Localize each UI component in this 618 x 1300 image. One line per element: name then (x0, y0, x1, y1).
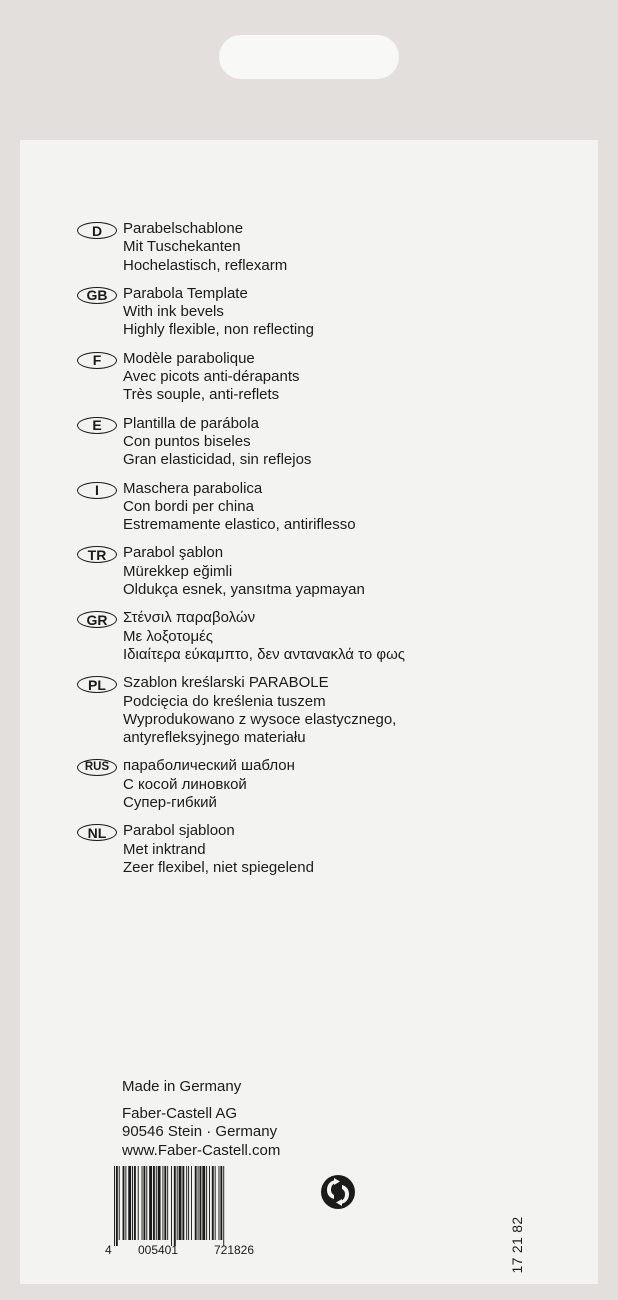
website-link[interactable]: www.Faber-Castell.com (122, 1141, 281, 1159)
barcode-bar (202, 1166, 205, 1240)
hang-hole (219, 35, 399, 79)
barcode-bar (198, 1166, 199, 1240)
barcode-bar (177, 1166, 178, 1240)
barcode-bar (138, 1166, 139, 1240)
country-badge: I (77, 482, 117, 499)
country-badge: TR (77, 546, 117, 563)
packaging-card (20, 140, 598, 1284)
green-dot-recycling-icon (320, 1174, 356, 1210)
product-name: Parabol sjabloon (123, 822, 235, 840)
barcode-bar (149, 1166, 152, 1240)
barcode-bar (167, 1166, 168, 1240)
product-property: Wyprodukowano z wysoce elastycznego, (123, 710, 397, 728)
product-feature: Con puntos biseles (123, 432, 251, 450)
barcode-bar (132, 1166, 133, 1240)
country-badge: E (77, 417, 117, 434)
product-name: Maschera parabolica (123, 479, 263, 497)
country-badge: F (77, 352, 117, 369)
barcode-bar (182, 1166, 184, 1240)
barcode-bar (114, 1166, 115, 1246)
barcode-bar (191, 1166, 192, 1240)
barcode-bar (195, 1166, 197, 1240)
product-property: Highly flexible, non reflecting (123, 321, 314, 339)
product-feature: Με λοξοτομές (123, 627, 214, 645)
product-property: Oldukça esnek, yansıtma yapmayan (123, 581, 365, 599)
barcode-bar (119, 1166, 120, 1240)
product-feature: Mit Tuschekanten (123, 238, 241, 256)
product-name: Szablon kreślarski PARABOLE (123, 674, 329, 692)
barcode-bar (116, 1166, 118, 1246)
product-property: Hochelastisch, reflexarm (123, 256, 288, 274)
barcode-bar (125, 1166, 126, 1240)
barcode-bar (215, 1166, 216, 1240)
barcode-bar (153, 1166, 155, 1240)
barcode-bar (164, 1166, 166, 1240)
product-property: Супер-гибкий (123, 794, 217, 812)
lang-block-d (77, 220, 587, 275)
lang-block-gb (77, 285, 587, 340)
product-name: параболический шаблон (123, 757, 295, 775)
barcode-bar (200, 1166, 202, 1240)
product-feature: Mürekkep eğimli (123, 562, 233, 580)
product-name: Modèle parabolique (123, 349, 255, 367)
lang-block-tr (77, 544, 587, 599)
product-feature: Met inktrand (123, 840, 206, 858)
barcode-bar (143, 1166, 145, 1240)
barcode-group-2: 721826 (213, 1243, 255, 1256)
barcode-bar (174, 1166, 176, 1246)
country-badge: D (77, 222, 117, 239)
language-list (77, 220, 587, 877)
country-badge: GB (77, 287, 117, 304)
barcode-bar (156, 1166, 157, 1240)
barcode (104, 1166, 274, 1256)
product-property: antyrefleksyjnego materiału (123, 729, 306, 747)
product-feature: Con bordi per china (123, 497, 254, 515)
lang-block-pl (77, 674, 587, 747)
barcode-bar (146, 1166, 147, 1240)
lang-block-e (77, 415, 587, 470)
product-property: Gran elasticidad, sin reflejos (123, 451, 312, 469)
manufacturer-address (122, 1105, 280, 1160)
article-number: 17 21 82 (509, 1216, 525, 1274)
barcode-bar (223, 1166, 224, 1246)
lang-block-f (77, 350, 587, 405)
product-name: Plantilla de parábola (123, 414, 259, 432)
lang-block-gr (77, 609, 587, 664)
barcode-bar (220, 1166, 222, 1240)
barcode-bar (158, 1166, 161, 1240)
product-name: Στένσιλ παραβολών (123, 609, 256, 627)
country-badge: PL (77, 676, 117, 693)
product-name: Parabol şablon (123, 544, 224, 562)
barcode-bar (186, 1166, 187, 1240)
product-feature: With ink bevels (123, 303, 224, 321)
product-property: Zeer flexibel, niet spiegelend (123, 858, 314, 876)
barcode-bar (162, 1166, 163, 1240)
product-feature: Avec picots anti-dérapants (123, 368, 300, 386)
product-name: Parabola Template (123, 284, 248, 302)
barcode-bar (134, 1166, 136, 1240)
barcode-bar (212, 1166, 214, 1240)
product-property: Très souple, anti-reflets (123, 386, 280, 404)
country-badge: NL (77, 824, 117, 841)
barcode-bar (128, 1166, 131, 1240)
lang-block-i (77, 480, 587, 535)
lang-block-nl (77, 822, 587, 877)
country-badge: RUS (77, 759, 117, 776)
product-property: Estremamente elastico, antiriflesso (123, 516, 356, 534)
barcode-bar (123, 1166, 125, 1240)
barcode-group-1: 005401 (137, 1243, 179, 1256)
product-feature: С косой линовкой (123, 775, 247, 793)
barcode-bar (209, 1166, 210, 1240)
street-address: 90546 Stein · Germany (122, 1123, 278, 1141)
product-property: Ιδιαίτερα εύκαμπτο, δεν αντανακλά το φως (123, 645, 406, 663)
made-in-label: Made in Germany (122, 1078, 242, 1095)
company-name: Faber-Castell AG (122, 1105, 238, 1122)
barcode-bar (219, 1166, 220, 1240)
barcode-bar (206, 1166, 207, 1240)
barcode-first-digit: 4 (105, 1243, 112, 1256)
barcode-bar (142, 1166, 143, 1240)
barcode-bar (188, 1166, 189, 1240)
barcode-bar (171, 1166, 172, 1246)
product-feature: Podcięcia do kreślenia tuszem (123, 692, 326, 710)
country-badge: GR (77, 611, 117, 628)
barcode-bar (179, 1166, 182, 1240)
product-name: Parabelschablone (123, 220, 244, 237)
lang-block-rus (77, 757, 587, 812)
